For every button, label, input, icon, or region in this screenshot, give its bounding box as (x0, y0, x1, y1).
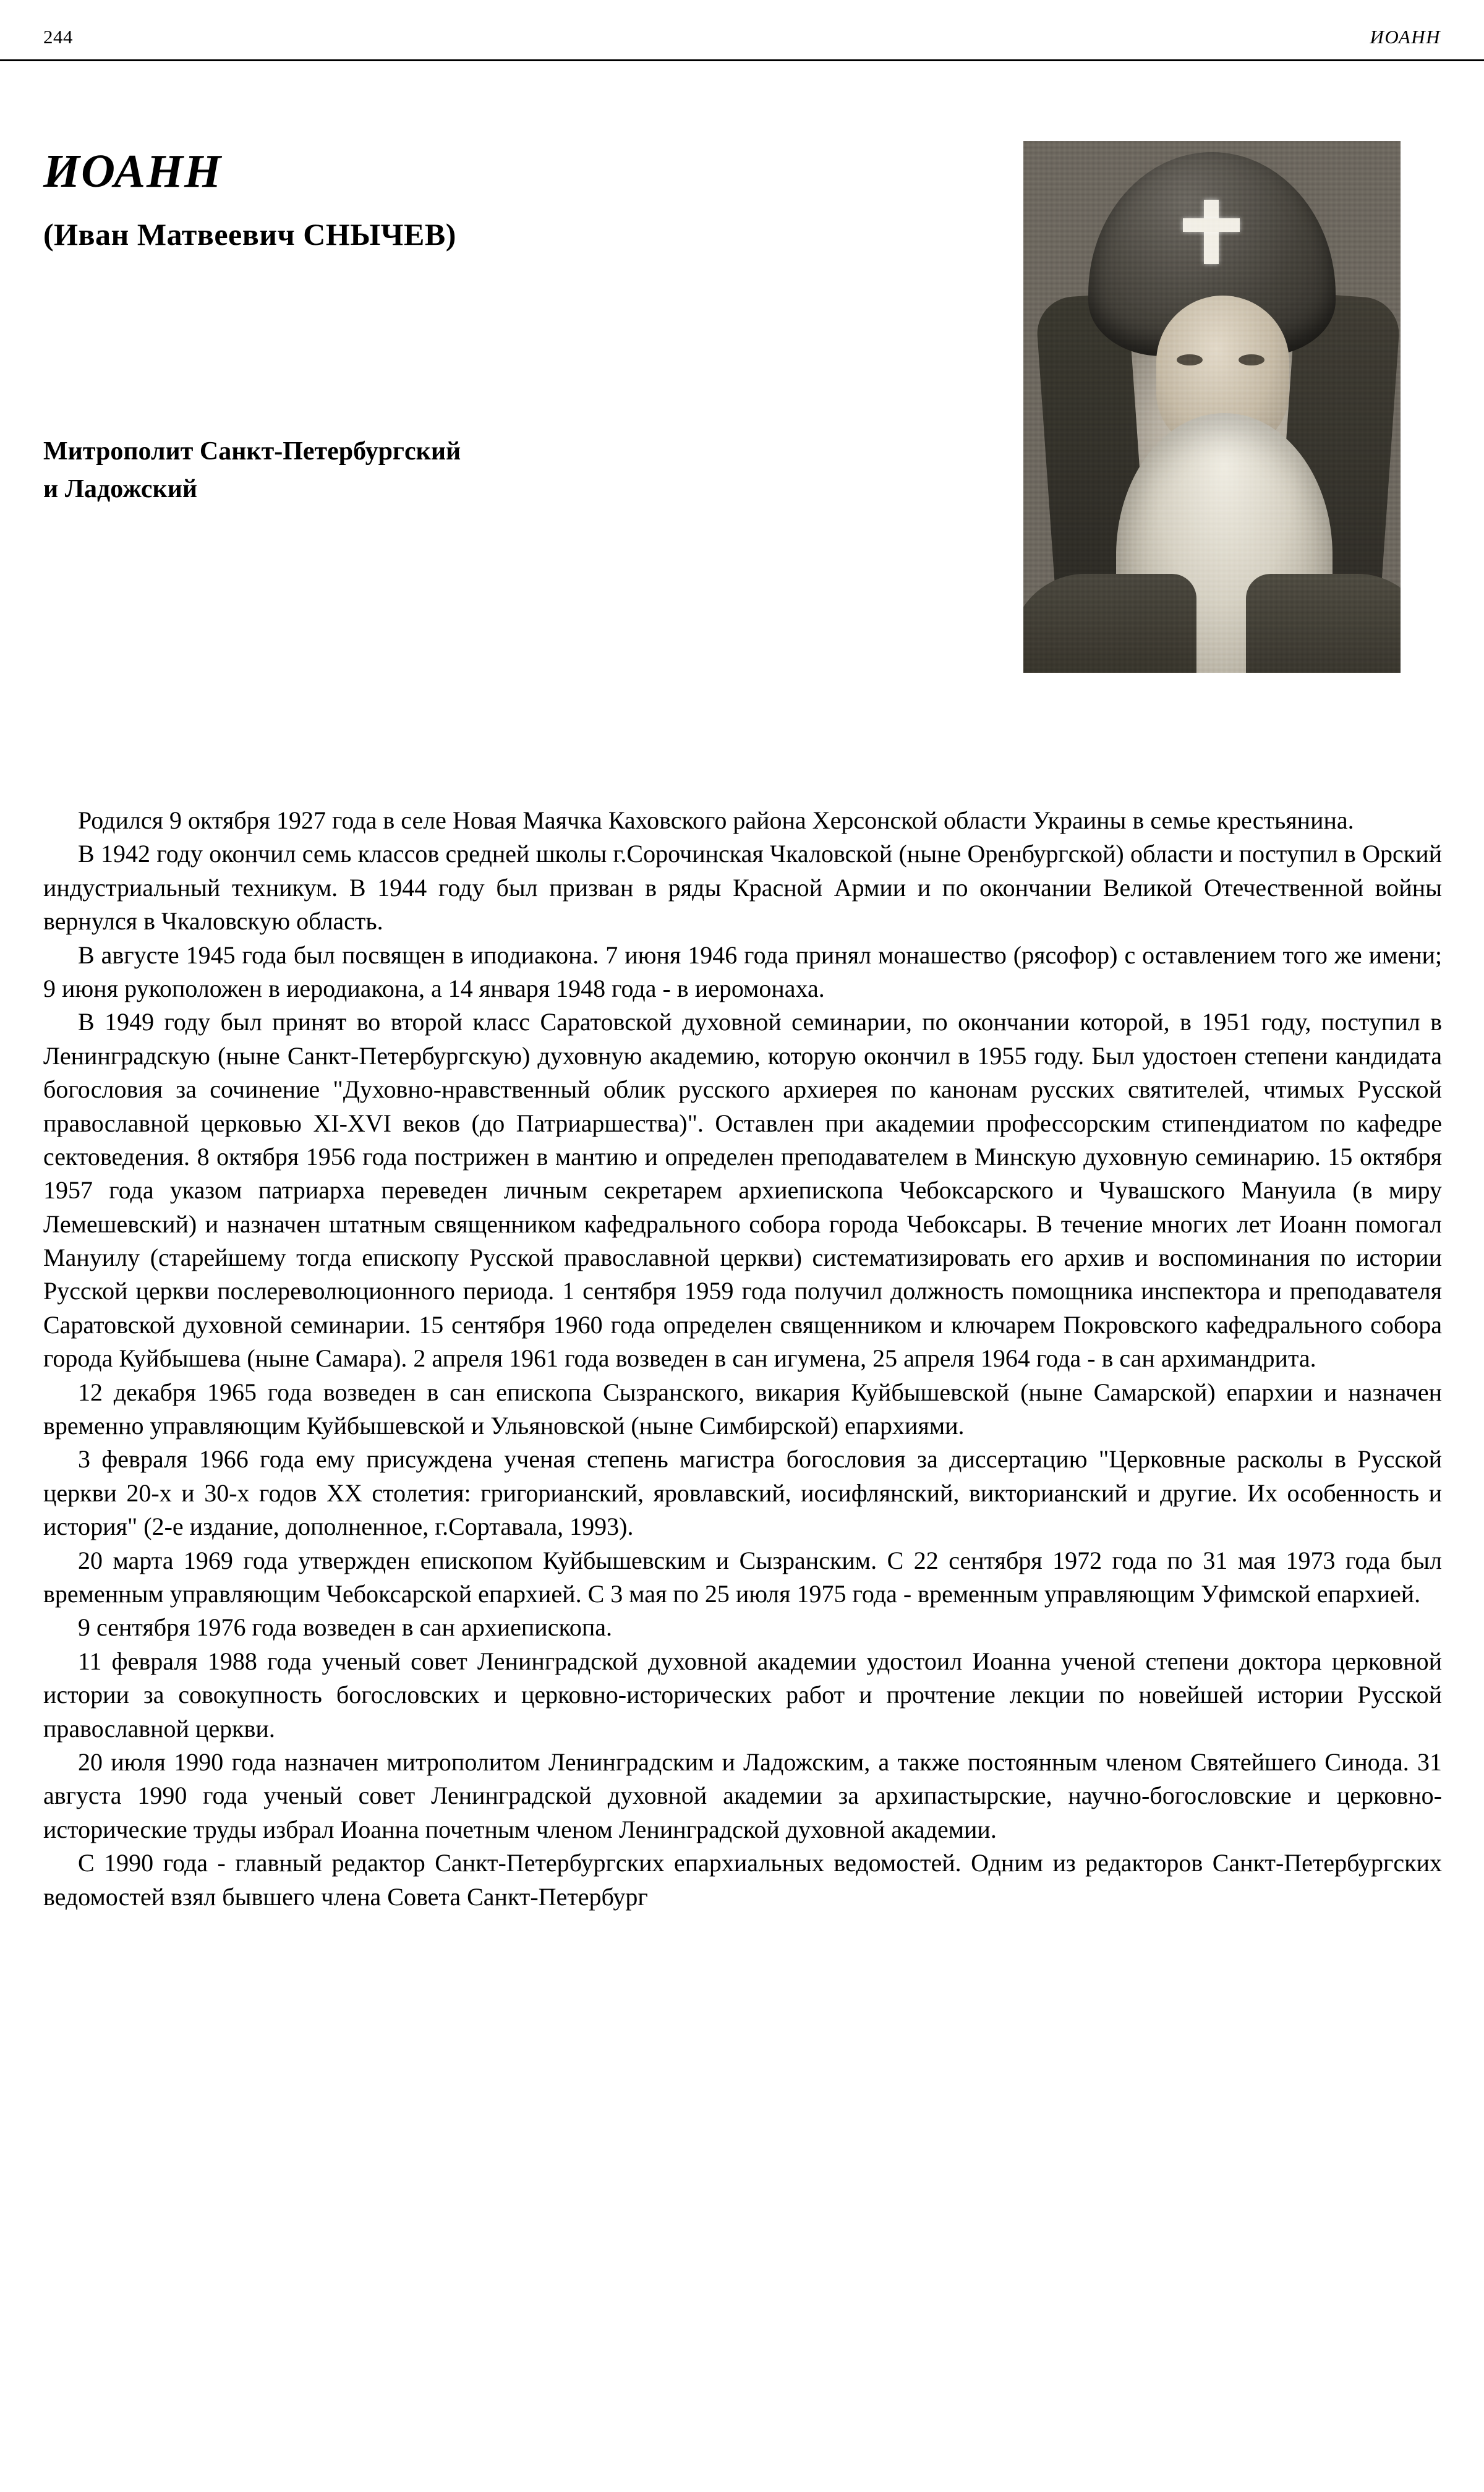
page-number: 244 (43, 26, 73, 48)
paragraph: 9 сентября 1976 года возведен в сан архиепископа. (78, 1613, 613, 1642)
paragraph: 20 июля 1990 года назначен митрополитом Ленинградским и Ладожским, а также постоянным членом Святейшего Синода. 31 августа 1990 года ученый совет Ленинградской духовной академии за архипастырские, научно-богословские и церковно-исторические труды избрал Иоанна почетным членом Ленинградской духовной академии. (43, 1747, 1442, 1843)
portrait-grain-overlay (1023, 141, 1401, 673)
entry-title-block (43, 433, 940, 508)
header-rule (0, 59, 1484, 61)
headline-block (43, 147, 958, 252)
paragraph: 11 февраля 1988 года ученый совет Ленинградской духовной академии удостоил Иоанна ученой степени доктора церковной истории за совокупность богословских и церковно-исторических работ и прочтение лекции по новейшей истории Русской православной церкви. (43, 1647, 1442, 1743)
paragraph: В 1942 году окончил семь классов средней школы г.Сорочинская Чкаловской (ныне Оренбургской) области и поступил в Орский индустриальный техникум. В 1944 году был призван в ряды Красной Армии и по окончании Великой Отечественной войны вернулся в Чкаловскую область. (43, 840, 1442, 936)
entry-title-line-2: и Ладожский (43, 474, 198, 503)
paragraph: 3 февраля 1966 года ему присуждена ученая степень магистра богословия за диссертацию "Церковные расколы в Русской церкви 20-х и 30-х годов XX столетия: григорианский, яровлавский, иосифлянский, викторианский и другие. Их особенность и история" (2-е издание, дополненное, г.Сортавала, 1993). (43, 1445, 1442, 1541)
paragraph: В августе 1945 года был посвящен в иподиакона. 7 июня 1946 года принял монашество (рясофор) с оставлением того же имени; 9 июня рукоположен в иеродиакона, а 14 января 1948 года - в иеромонаха. (43, 941, 1442, 1002)
paragraph: С 1990 года - главный редактор Санкт-Петербургских епархиальных ведомостей. Одним из редакторов Санкт-Петербургских ведомостей взял бывшего члена Совета Санкт-Петербург (43, 1849, 1442, 1911)
paragraph: 20 марта 1969 года утвержден епископом Куйбышевским и Сызранским. С 22 сентября 1972 года по 31 мая 1973 года был временным управляющим Чебоксарской епархией. С 3 мая по 25 июля 1975 года - временным управляющим Уфимской епархией. (43, 1546, 1442, 1608)
paragraph: В 1949 году был принят во второй класс Саратовской духовной семинарии, по окончании которой, в 1951 году, поступил в Ленинградскую (ныне Санкт-Петербургскую) духовную академию, которую окончил в 1955 году. Был удостоен степени кандидата богословия за сочинение "Духовно-нравственный облик русского архиерея по канонам русских святителей, чтимых Русской православной церковью XI-XVI веков (до Патриаршества)". Оставлен при академии профессорским стипендиатом по кафедре сектоведения. 8 октября 1956 года пострижен в мантию и определен преподавателем в Минскую духовную семинарию. 15 октября 1957 года указом патриарха переведен личным секретарем архиепископа Чебоксарского и Чувашского Мануила (в миру Лемешевский) и назначен штатным священником кафедрального собора города Чебоксары. В течение многих лет Иоанн помогал Мануилу (старейшему тогда епископу Русской православной церкви) систематизировать его архив и воспоминания по истории Русской церкви послереволюционного периода. 1 сентября 1959 года получил должность помощника инспектора и преподавателя Саратовской духовной семинарии. 15 сентября 1960 года определен священником и ключарем Покровского кафедрального собора города Куйбышева (ныне Самара). 2 апреля 1961 года возведен в сан игумена, 25 апреля 1964 года - в сан архимандрита. (43, 1008, 1442, 1373)
entry-secular-name: (Иван Матвеевич СНЫЧЕВ) (43, 216, 456, 252)
running-head (43, 26, 1441, 54)
paragraph: 12 декабря 1965 года возведен в сан епископа Сызранского, викария Куйбышевской (ныне Самарской) епархии и назначен временно управляющим Куйбышевской и Ульяновской (ныне Симбирской) епархиями. (43, 1378, 1442, 1440)
entry-name: ИОАНН (43, 145, 223, 197)
body-text (43, 804, 1442, 1914)
running-head-title: ИОАНН (1370, 26, 1441, 48)
entry-title-line-1: Митрополит Санкт-Петербургский (43, 437, 461, 466)
portrait-photo (1023, 141, 1401, 673)
paragraph: Родился 9 октября 1927 года в селе Новая Маячка Каховского района Херсонской области Украины в семье крестьянина. (78, 806, 1354, 834)
